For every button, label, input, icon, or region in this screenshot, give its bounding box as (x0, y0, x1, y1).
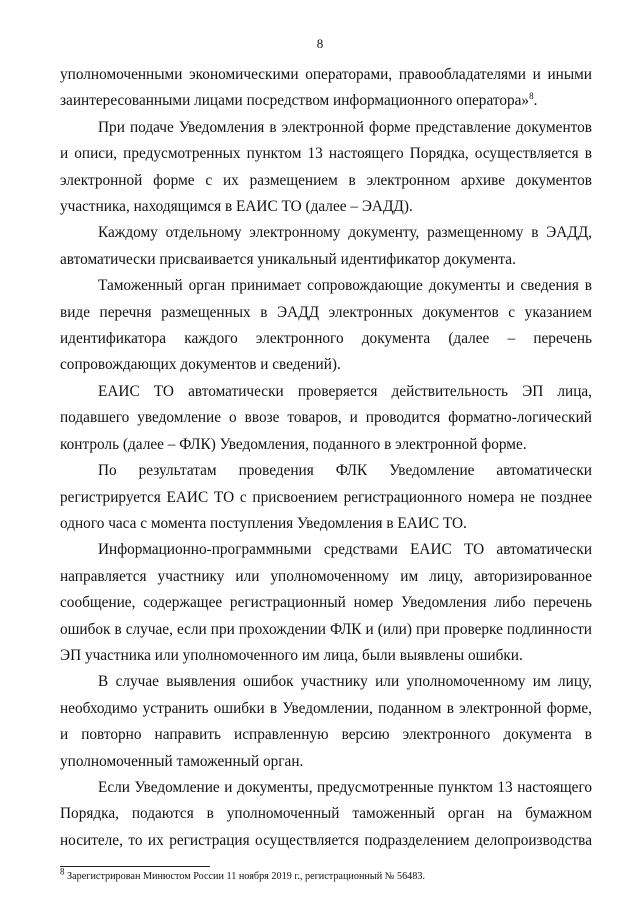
paragraph-7: Информационно-программными средствами ЕАИС ТО автоматически направляется участнику или уполномоченному им лицу, авторизированное сообщение, содержащее регистрационный номер Уведомления либо перечень ошибок в случае, если при прохождении ФЛК и (или) при проверке подлинности ЭП участника или уполномоченного им лица, были выявлены ошибки. (60, 541, 592, 664)
footnote-marker: 8 (60, 866, 65, 877)
footnote-divider (60, 866, 210, 867)
document-body (60, 62, 592, 854)
page-number: 8 (316, 36, 324, 51)
paragraph-6: По результатам проведения ФЛК Уведомление автоматически регистрируется ЕАИС ТО с присвоением регистрационного номера не позднее одного часа с момента поступления Уведомления в ЕАИС ТО. (60, 462, 592, 532)
paragraph-9: Если Уведомление и документы, предусмотренные пунктом 13 настоящего Порядка, подаются в уполномоченный таможенный орган на бумажном носителе, то их регистрация осуществляется подразделением делопроизводства (60, 778, 592, 849)
footnote-reference: 8 (529, 91, 534, 102)
footnote (60, 866, 592, 883)
footnote-text: Зарегистрирован Минюстом России 11 ноября 2019 г., регистрационный № 56483. (64, 871, 425, 882)
paragraph-8: В случае выявления ошибок участнику или уполномоченному им лицу, необходимо устранить ошибки в Уведомлении, поданном в электронной форме, и повторно направить исправленную версию электронного документа в уполномоченный таможенный орган. (60, 673, 592, 770)
paragraph-1-text: уполномоченными экономическими операторами, правообладателями и иными заинтересованными лицами посредством информационного оператора» (60, 66, 592, 110)
paragraph-3: Каждому отдельному электронному документу, размещенному в ЭАДД, автоматически присваивается уникальный идентификатор документа. (60, 224, 592, 268)
paragraph-1 (60, 62, 592, 115)
paragraph-2: При подаче Уведомления в электронной форме представление документов и описи, предусмотренных пунктом 13 настоящего Порядка, осуществляется в электронной форме с их размещением в электронном архиве документов участника, находящимся в ЕАИС ТО (далее – ЭАДД). (60, 118, 592, 216)
paragraph-1-tail: . (533, 92, 538, 110)
paragraph-4: Таможенный орган принимает сопровождающие документы и сведения в виде перечня размещенных в ЭАДД электронных документов с указанием идентификатора каждого электронного документа (далее – перечень сопровождающих документов и сведений). (60, 277, 592, 374)
paragraph-5: ЕАИС ТО автоматически проверяется действительность ЭП лица, подавшего уведомление о ввозе товаров, и проводится форматно-логический контроль (далее – ФЛК) Уведомления, поданного в электронной форме. (60, 382, 592, 453)
